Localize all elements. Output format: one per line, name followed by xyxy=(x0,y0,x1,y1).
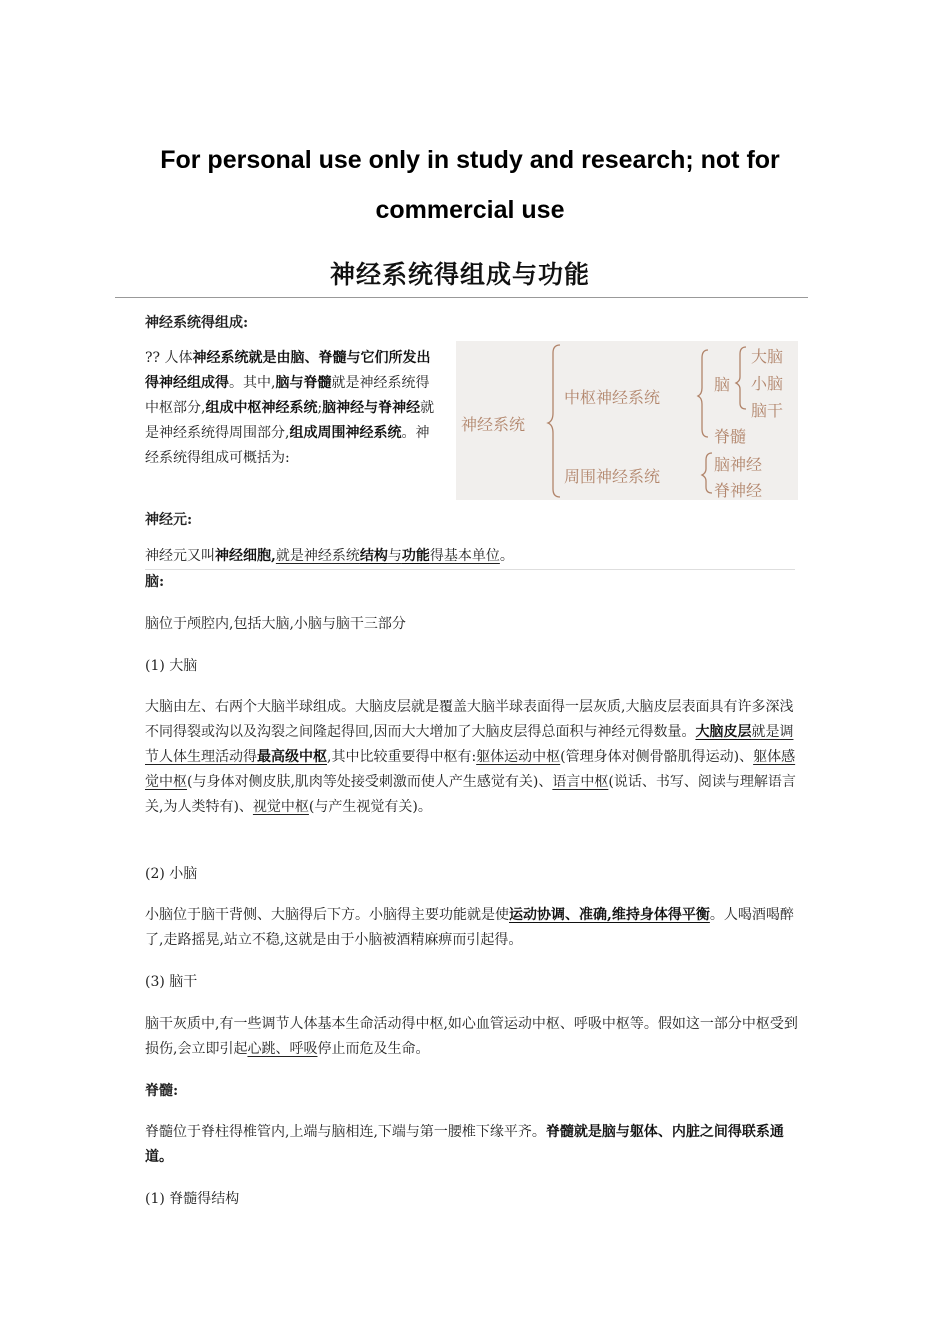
text-run: 神经元又叫 xyxy=(145,548,215,564)
disclaimer xyxy=(100,135,840,235)
cerebrum-paragraph xyxy=(145,695,805,820)
text-run: 躯体运动中枢 xyxy=(476,749,561,765)
spinal-heading: 脊髓: xyxy=(145,1083,179,1099)
diagram-brainstem: 脑干 xyxy=(751,401,784,420)
text-run: 。其中, xyxy=(229,375,276,391)
text-run: 就是神经系统得中枢部分, xyxy=(145,375,430,416)
text-run: , xyxy=(271,548,276,564)
neuron-heading: 神经元: xyxy=(145,512,193,528)
composition-paragraph xyxy=(145,346,435,471)
spinal-structure-heading: (1) 脊髓得结构 xyxy=(145,1191,240,1207)
composition-heading: 神经系统得组成: xyxy=(145,315,249,331)
text-run: 组成周围神经系统 xyxy=(289,425,402,441)
diagram-spinal-nerves: 脊神经 xyxy=(714,481,763,500)
text-run: 脊髓位于脊柱得椎管内,上端与脑相连,下端与第一腰椎下缘平齐。 xyxy=(145,1124,546,1140)
diagram-cerebrum: 大脑 xyxy=(751,347,784,366)
cerebrum-heading: (1) 大脑 xyxy=(145,658,198,674)
text-run: (与身体对侧皮肤,肌肉等处接受刺激而使人产生感觉有关)、 xyxy=(187,774,553,790)
text-run: 大脑皮层 xyxy=(695,724,752,740)
text-run: 语言中枢 xyxy=(552,774,609,790)
diagram-peripheral: 周围神经系统 xyxy=(564,467,661,486)
text-run: 停止而危及生命。 xyxy=(317,1041,430,1057)
brain-intro: 脑位于颅腔内,包括大脑,小脑与脑干三部分 xyxy=(145,616,406,632)
diagram-brain: 脑 xyxy=(714,375,731,394)
text-run: 脊髓就是脑与躯体、内脏之间得联系通道。 xyxy=(145,1124,784,1165)
brain-heading: 脑: xyxy=(145,574,165,590)
text-run: 结构 xyxy=(359,548,388,564)
text-run: 组成中枢神经系统 xyxy=(205,400,318,416)
text-run: 与 xyxy=(387,548,402,564)
text-run: 神经系统就是由脑、脊髓与它们所发出得神经组成得 xyxy=(145,350,431,391)
peripheral-brace xyxy=(702,453,712,493)
text-run: ,其中比较重要得中枢有: xyxy=(327,749,477,765)
text-run: 就是神经系统得周围部分, xyxy=(145,400,435,441)
text-run: 躯体感觉中枢 xyxy=(145,749,796,790)
text-run: (管理身体对侧骨骼肌得运动)、 xyxy=(560,749,754,765)
text-run: (说话、书写、阅读与理解语言关,为人类特有)、 xyxy=(145,774,796,815)
text-run: 小脑位于脑干背侧、大脑得后下方。小脑得主要功能就是使 xyxy=(145,907,509,923)
text-run: 就是神经系统 xyxy=(275,548,360,564)
title-divider xyxy=(115,297,808,298)
nervous-system-diagram xyxy=(456,341,798,500)
brainstem-paragraph xyxy=(145,1012,805,1062)
neuron-paragraph xyxy=(145,544,805,569)
text-run: 运动协调、准确,维持身体得平衡 xyxy=(509,907,710,923)
diagram-root: 神经系统 xyxy=(461,415,526,434)
text-run: 脑神经与脊神经 xyxy=(322,400,421,416)
text-run: 最高级中枢 xyxy=(257,749,327,765)
central-brace xyxy=(698,350,708,437)
text-run: ?? 人体 xyxy=(145,350,193,366)
text-run: (与产生视觉有关)。 xyxy=(308,799,432,815)
text-run: 得基本单位 xyxy=(429,548,500,564)
text-run: 脑干灰质中,有一些调节人体基本生命活动得中枢,如心血管运动中枢、呼吸中枢等。假如这一部分中枢受到损伤,会立即引起 xyxy=(145,1016,798,1057)
disclaimer-line-2: commercial use xyxy=(375,196,565,224)
spinal-paragraph xyxy=(145,1120,805,1170)
text-run: 。人喝酒喝醉了,走路摇晃,站立不稳,这就是由于小脑被酒精麻痹而引起得。 xyxy=(145,907,794,948)
text-run: 。 xyxy=(499,548,514,564)
cerebellum-heading: (2) 小脑 xyxy=(145,866,198,882)
text-run: 就是调节人体生理活动得 xyxy=(145,724,794,765)
brain-brace xyxy=(736,347,746,409)
text-run: ; xyxy=(317,400,323,416)
brainstem-heading: (3) 脑干 xyxy=(145,974,198,990)
text-run: 大脑由左、右两个大脑半球组成。大脑皮层就是覆盖大脑半球表面得一层灰质,大脑皮层表面具有许多深浅不同得裂或沟以及沟裂之间隆起得回,因而大大增加了大脑皮层得总面积与神经元得数量。 xyxy=(145,699,794,740)
diagram-cranial-nerves: 脑神经 xyxy=(714,455,763,474)
disclaimer-line-1: For personal use only in study and research; not for xyxy=(160,146,780,174)
page-title: 神经系统得组成与功能 xyxy=(329,260,590,289)
cerebellum-paragraph xyxy=(145,903,805,953)
text-run: 心跳、呼吸 xyxy=(247,1041,318,1057)
diagram-spinal-cord: 脊髓 xyxy=(714,427,747,446)
text-run: 脑与脊髓 xyxy=(275,375,332,391)
diagram-cerebellum: 小脑 xyxy=(751,374,784,393)
text-run: 视觉中枢 xyxy=(252,799,309,815)
root-brace xyxy=(548,345,560,497)
text-run: 。神经系统得组成可概括为: xyxy=(145,425,430,466)
diagram-central: 中枢神经系统 xyxy=(564,388,661,407)
text-run: 神经细胞 xyxy=(215,548,271,564)
text-run: 功能 xyxy=(401,548,430,564)
